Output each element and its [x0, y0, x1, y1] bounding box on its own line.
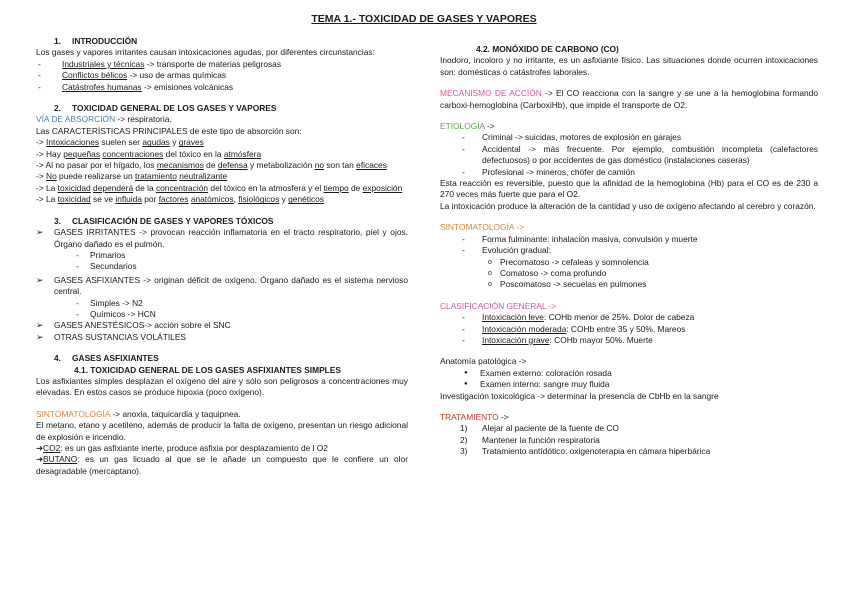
intro-item: - Catástrofes humanas -> emisiones volcánicas — [36, 82, 408, 93]
gases-irritantes: ➢ GASES IRRITANTES -> provocan reacción inflamatoria en el tracto respiratorio, piel y ojos. Órgano dañado es el pulmón. — [36, 227, 408, 250]
tratamiento-item: 2) Mantener la función respiratoria — [460, 434, 600, 445]
irritantes-secundarios: - Secundarios — [36, 261, 408, 272]
left-column — [36, 36, 408, 477]
anatomia-item: ● Examen interno: sangre muy fluida — [440, 379, 818, 390]
subsection-heading-asfixiantes-simples: 4.1. TOXICIDAD GENERAL DE LOS GASES ASFIXIANTES SIMPLES — [74, 364, 341, 375]
evolucion-item: o Poscomatoso -> secuelas en pulmones — [440, 279, 818, 290]
investigacion-text: Investigación toxicológica -> determinar la presencia de CbHb en la sangre — [440, 390, 719, 401]
anatomia-item: ● Examen externo: coloración rosada — [440, 368, 818, 379]
butano-text: ➜BUTANO: es un gas licuado al que se le añade un compuesto que le confiere un olor desagradable (mercaptano). — [36, 454, 408, 476]
caracteristica-3: -> Al no pasar por el hígado, los mecanismos de defensa y metabolización no son tan eficaces — [36, 160, 387, 171]
caracteristica-4: -> No puede realizarse un tratamiento neutralizante — [36, 171, 228, 182]
tratamiento-heading: TRATAMIENTO -> — [440, 411, 509, 422]
gases-anestesicos: ➢ GASES ANESTÉSICOS-> acción sobre el SNC — [36, 320, 408, 331]
section-heading-general: 2. TOXICIDAD GENERAL DE LOS GASES Y VAPORES — [54, 103, 277, 114]
anatomia-heading: Anatomía patológica -> — [440, 356, 527, 367]
reaccion-text: Esta reacción es reversible, puesto que la afinidad de la hemoglobina (Hb) para el CO es de 230 a 270 veces más fuerte que para el O2. — [440, 178, 818, 200]
clasificacion-item: - Intoxicación leve: COHb menor de 25%. Dolor de cabeza — [440, 312, 818, 323]
caracteristicas-title: Las CARACTERÍSTICAS PRINCIPALES de este tipo de absorción son: — [36, 125, 302, 136]
co2-text: ➜CO2: es un gas asfixiante inerte, produce asfixia por desplazamiento de l O2 — [36, 443, 328, 453]
page-title: TEMA 1.- TOXICIDAD DE GASES Y VAPORES — [311, 13, 537, 25]
sintomatologia-item: - Forma fulminante: inhalación masiva, convulsión y muerte — [440, 234, 818, 245]
metano-text: El metano, etano y acetileno, además de producir la falta de oxígeno, presentan un riesgo adicional de explosión e incendio. — [36, 420, 408, 442]
etiologia-item: - Profesional -> mineros, chófer de camión — [440, 167, 818, 178]
caracteristica-5: -> La toxicidad dependerá de la concentración del tóxico en la atmosfera y el tiempo de exposición — [36, 182, 403, 193]
section-heading-intro: 1. INTRODUCCIÓN — [54, 36, 138, 46]
tratamiento-item: 3) Tratamiento antídótico: oxigenoterapia en cámara hiperbárica — [460, 446, 711, 457]
evolucion-item: o Comatoso -> coma profundo — [440, 268, 818, 279]
sintomatologia-asfixiantes: SINTOMATOLOGÍA -> anoxia, taquicardia y taquipnea. — [36, 408, 241, 419]
etiologia-item: - Accidental -> más frecuente. Por ejemplo, combustión incompleta (calefactores defectuosos) o por accidentes de gas doméstico (instalaciones caseras) — [440, 144, 818, 167]
caracteristica-2: -> Hay pequeñas concentraciones del tóxico en la atmósfera — [36, 148, 262, 159]
mecanismo-accion: MECANISMO DE ACCIÓN -> El CO reacciona con la sangre y se une a la hemoglobina formando carboxi-hemoglobina (CarboxiHb), que impide el transporte de O2. — [440, 88, 819, 110]
caracteristica-6: -> La toxicidad se ve influida por factores anatómicos, fisiológicos y genéticos — [36, 194, 324, 205]
asfixiantes-text: Los asfixiantes simples desplazan el oxígeno del aire y sólo son peligrosos a concentraciones muy elevadas. En estos casos se produce hipoxia (poco oxígeno). — [36, 375, 408, 398]
evolucion-item: o Precomatoso -> cefaleas y somnolencia — [440, 257, 818, 268]
intro-text: Los gases y vapores irritantes causan intoxicaciones agudas, por diferentes circunstancias: — [36, 47, 375, 58]
co-text: Inodoro, incoloro y no irritante, es un asfixiante físico. Las situaciones donde ocurren intoxicaciones son: domésticas o catástrofes laborales. — [440, 55, 818, 77]
sintomatologia-co-heading: SINTOMATOLOGÍA -> — [440, 222, 525, 233]
intoxicacion-text: La intoxicación produce la alteración de la cantidad y uso de oxígeno afectando al cerebro y corazón. — [440, 200, 816, 211]
via-absorcion: VÍA DE ABSORCIÓN -> respiratoria. — [36, 114, 172, 125]
etiologia-heading: ETIOLOGÍA -> — [440, 121, 495, 132]
asfixiantes-quimicos: - Químicos -> HCN — [36, 309, 408, 320]
clasificacion-general-heading: CLASIFICACIÓN GENERAL -> — [440, 300, 557, 311]
section-heading-clasificacion: 3. CLASIFICACIÓN DE GASES Y VAPORES TÓXICOS — [54, 215, 274, 226]
asfixiantes-simples: - Simples -> N2 — [36, 298, 408, 309]
caracteristica-1: -> Intoxicaciones suelen ser agudas y graves — [36, 137, 204, 148]
otras-sustancias: ➢ OTRAS SUSTANCIAS VOLÁTILES — [36, 332, 408, 343]
subsection-heading-co: 4.2. MONÓXIDO DE CARBONO (CO) — [476, 44, 619, 54]
sintomatologia-item: - Evolución gradual: — [440, 245, 818, 256]
tratamiento-item: 1) Alejar al paciente de la fuente de CO — [460, 423, 619, 434]
irritantes-primarios: - Primarios — [36, 250, 408, 261]
intro-item: - Industriales y técnicas -> transporte de materias peligrosas — [36, 59, 408, 70]
clasificacion-item: - Intoxicación moderada: COHb entre 35 y 50%. Mareos — [440, 324, 818, 335]
section-heading-asfixiantes: 4. GASES ASFIXIANTES — [54, 353, 159, 364]
etiologia-item: - Criminal -> suicidas, motores de explosión en garajes — [440, 132, 818, 143]
gases-asfixiantes: ➢ GASES ASFIXIANTES -> originan déficit de oxígeno. Órgano dañado es el sistema nervioso central. — [36, 275, 408, 298]
right-column — [440, 36, 818, 458]
intro-item: - Conflictos bélicos -> uso de armas químicas — [36, 70, 408, 81]
clasificacion-item: - Intoxicación grave: COHb mayor 50%. Muerte — [440, 335, 818, 346]
